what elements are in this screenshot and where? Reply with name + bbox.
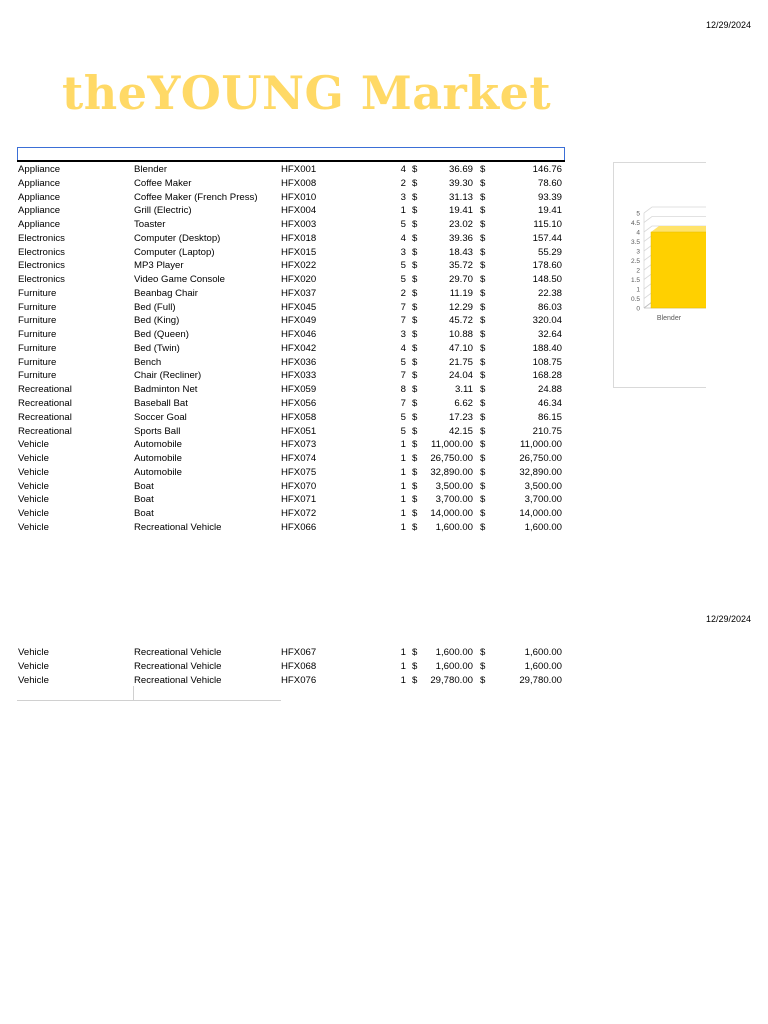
- cell-quantity: 4: [400, 342, 406, 354]
- cell-quantity: 1: [400, 674, 406, 686]
- cell-item: Chair (Recliner): [134, 370, 202, 382]
- cell-item-id: HFX071: [281, 494, 317, 506]
- cell-currency-symbol: $: [480, 647, 486, 658]
- cell-currency-symbol: $: [480, 384, 486, 396]
- cell-unit-price: 18.43: [448, 246, 473, 258]
- cell-item: Bed (Queen): [134, 329, 189, 341]
- cell-currency-symbol: $: [412, 370, 418, 382]
- cell-unit-price: 21.75: [448, 356, 473, 368]
- cell-item-id: HFX075: [281, 466, 317, 478]
- cell-quantity: 4: [400, 232, 406, 244]
- cell-quantity: 3: [400, 329, 406, 341]
- page-title: theYOUNG Market: [62, 66, 552, 120]
- cell-total: 188.40: [532, 342, 562, 354]
- cell-category: Vehicle: [18, 660, 49, 672]
- cell-category: Vehicle: [18, 647, 49, 658]
- cell-quantity: 1: [400, 521, 406, 533]
- y-tick-label: 3.5: [630, 239, 640, 246]
- cell-item-id: HFX020: [281, 274, 317, 286]
- cell-item-id: HFX033: [281, 370, 317, 382]
- cell-item: Computer (Desktop): [134, 232, 221, 244]
- cell-item-id: HFX001: [281, 164, 317, 175]
- cell-unit-price: 1,600.00: [435, 521, 473, 533]
- cell-item-id: HFX073: [281, 439, 317, 451]
- cell-item-id: HFX059: [281, 384, 317, 396]
- cell-currency-symbol: $: [412, 232, 418, 244]
- cell-total: 320.04: [532, 315, 562, 327]
- cell-unit-price: 24.04: [448, 370, 473, 382]
- cell-currency-symbol: $: [480, 274, 486, 286]
- cell-unit-price: 29.70: [448, 274, 473, 286]
- cell-total: 93.39: [537, 191, 562, 203]
- selection-top-edge: [17, 147, 565, 148]
- cell-quantity: 1: [400, 660, 406, 672]
- cell-currency-symbol: $: [480, 191, 486, 203]
- cell-currency-symbol: $: [412, 660, 418, 672]
- cell-quantity: 2: [400, 287, 406, 299]
- cell-unit-price: 42.15: [448, 425, 473, 437]
- cell-quantity: 5: [400, 425, 406, 437]
- cell-category: Recreational: [18, 384, 72, 396]
- cell-category: Furniture: [18, 315, 57, 327]
- cell-item-id: HFX008: [281, 177, 317, 189]
- cell-unit-price: 3,500.00: [435, 480, 473, 492]
- cell-item-id: HFX037: [281, 287, 317, 299]
- cell-unit-price: 29,780.00: [430, 674, 473, 686]
- cell-currency-symbol: $: [412, 647, 418, 658]
- cell-item: Boat: [134, 494, 154, 506]
- cell-quantity: 3: [400, 246, 406, 258]
- cell-currency-symbol: $: [480, 219, 486, 231]
- cell-total: 24.88: [537, 384, 562, 396]
- y-tick-label: 0: [636, 305, 640, 313]
- cell-currency-symbol: $: [412, 246, 418, 258]
- cell-currency-symbol: $: [412, 301, 418, 313]
- y-tick-label: 4.5: [630, 220, 640, 227]
- cell-item: Badminton Net: [134, 384, 198, 396]
- cell-item: Soccer Goal: [134, 411, 187, 423]
- cell-item: Sports Ball: [134, 425, 181, 437]
- cell-item: Coffee Maker: [134, 177, 192, 189]
- cell-category: Electronics: [18, 246, 65, 258]
- cell-currency-symbol: $: [480, 398, 486, 410]
- cell-currency-symbol: $: [480, 315, 486, 327]
- cell-unit-price: 3,700.00: [435, 494, 473, 506]
- cell-currency-symbol: $: [480, 260, 486, 272]
- y-tick-label: 2.5: [630, 258, 640, 265]
- cell-currency-symbol: $: [480, 480, 486, 492]
- cell-currency-symbol: $: [412, 466, 418, 478]
- cell-category: Furniture: [18, 287, 57, 299]
- date-top: 12/29/2024: [705, 20, 751, 30]
- cell-total: 46.34: [537, 398, 562, 410]
- cell-item-id: HFX056: [281, 398, 317, 410]
- cell-item: Boat: [134, 508, 154, 520]
- cell-category: Vehicle: [18, 508, 49, 520]
- cell-total: 1,600.00: [524, 647, 562, 658]
- chart-container[interactable]: [613, 162, 706, 388]
- table-top-border: [17, 160, 565, 162]
- cell-unit-price: 14,000.00: [430, 508, 473, 520]
- cell-currency-symbol: $: [480, 232, 486, 244]
- cell-category: Vehicle: [18, 674, 49, 686]
- cell-quantity: 5: [400, 411, 406, 423]
- cell-item-id: HFX072: [281, 508, 317, 520]
- cell-item: Recreational Vehicle: [134, 674, 222, 686]
- cell-unit-price: 11,000.00: [431, 439, 473, 451]
- cell-item-id: HFX004: [281, 205, 317, 217]
- gridline: [644, 207, 706, 213]
- cell-item-id: HFX045: [281, 301, 317, 313]
- cell-quantity: 4: [400, 164, 406, 175]
- cell-currency-symbol: $: [412, 177, 418, 189]
- cell-item: Toaster: [134, 219, 166, 231]
- cell-currency-symbol: $: [480, 177, 486, 189]
- cell-unit-price: 26,750.00: [430, 453, 473, 465]
- cell-quantity: 7: [400, 315, 406, 327]
- cell-item-id: HFX010: [281, 191, 317, 203]
- cell-item-id: HFX046: [281, 329, 317, 341]
- cell-category: Vehicle: [18, 521, 49, 533]
- cell-quantity: 3: [400, 191, 406, 203]
- cell-item: Coffee Maker (French Press): [134, 191, 258, 203]
- x-category-label: Blender: [656, 315, 682, 322]
- cell-total: 32.64: [537, 329, 562, 341]
- cell-quantity: 1: [400, 205, 406, 217]
- cell-item: Boat: [134, 480, 154, 492]
- cell-total: 1,600.00: [524, 660, 562, 672]
- cell-unit-price: 10.88: [448, 329, 473, 341]
- quantity-chart: [614, 163, 706, 387]
- cell-category: Recreational: [18, 411, 72, 423]
- cell-total: 78.60: [537, 177, 562, 189]
- cell-quantity: 5: [400, 260, 406, 272]
- cell-quantity: 7: [400, 398, 406, 410]
- cell-currency-symbol: $: [480, 164, 486, 175]
- gridline: [644, 217, 706, 223]
- selection-right-edge: [564, 147, 565, 160]
- cell-unit-price: 1,600.00: [435, 660, 473, 672]
- cell-total: 29,780.00: [519, 674, 562, 686]
- cell-item: Bed (King): [134, 315, 180, 327]
- cell-quantity: 7: [400, 370, 406, 382]
- cell-currency-symbol: $: [412, 164, 418, 175]
- cell-total: 178.60: [532, 260, 562, 272]
- cell-total: 55.29: [537, 246, 562, 258]
- cell-item-id: HFX058: [281, 411, 317, 423]
- cell-currency-symbol: $: [480, 425, 486, 437]
- cell-unit-price: 39.36: [448, 232, 473, 244]
- cell-item-id: HFX067: [281, 647, 317, 658]
- cell-currency-symbol: $: [480, 205, 486, 217]
- cell-item-id: HFX074: [281, 453, 317, 465]
- cell-unit-price: 23.02: [448, 219, 473, 231]
- cell-currency-symbol: $: [412, 356, 418, 368]
- cell-currency-symbol: $: [480, 356, 486, 368]
- cell-item-id: HFX015: [281, 246, 317, 258]
- cell-unit-price: 31.13: [448, 191, 473, 203]
- cell-category: Appliance: [18, 205, 61, 217]
- cell-category: Vehicle: [18, 453, 49, 465]
- cell-item: Bed (Full): [134, 301, 176, 313]
- cell-total: 26,750.00: [519, 453, 562, 465]
- cell-currency-symbol: $: [480, 246, 486, 258]
- cell-quantity: 5: [400, 219, 406, 231]
- bar-top: [651, 226, 706, 232]
- cell-unit-price: 3.11: [455, 384, 473, 396]
- cell-item: Beanbag Chair: [134, 287, 199, 299]
- cell-currency-symbol: $: [480, 466, 486, 478]
- cell-item-id: HFX070: [281, 480, 317, 492]
- cell-category: Furniture: [18, 356, 57, 368]
- cell-currency-symbol: $: [412, 274, 418, 286]
- cell-category: Recreational: [18, 425, 72, 437]
- y-tick-label: 0.5: [630, 296, 640, 303]
- cell-item-id: HFX042: [281, 342, 317, 354]
- cell-currency-symbol: $: [412, 315, 418, 327]
- cell-currency-symbol: $: [412, 329, 418, 341]
- cell-unit-price: 12.29: [448, 301, 473, 313]
- cell-quantity: 1: [400, 508, 406, 520]
- cell-item: MP3 Player: [134, 260, 184, 272]
- cell-total: 157.44: [532, 232, 562, 244]
- selection-left-edge: [17, 147, 18, 160]
- bar: [651, 232, 706, 308]
- cell-item-id: HFX003: [281, 219, 317, 231]
- y-tick-label: 2: [636, 267, 640, 275]
- cell-item: Blender: [134, 164, 168, 175]
- cell-item: Grill (Electric): [134, 205, 192, 217]
- cell-quantity: 1: [400, 439, 406, 451]
- y-tick-label: 1: [636, 286, 640, 294]
- cell-currency-symbol: $: [412, 398, 418, 410]
- cell-category: Vehicle: [18, 480, 49, 492]
- cell-item: Recreational Vehicle: [134, 660, 222, 672]
- cell-item-id: HFX036: [281, 356, 317, 368]
- cell-currency-symbol: $: [480, 329, 486, 341]
- cell-currency-symbol: $: [412, 411, 418, 423]
- cell-unit-price: 47.10: [448, 342, 473, 354]
- table-bottom-border: [17, 700, 281, 701]
- cell-currency-symbol: $: [480, 660, 486, 672]
- cell-category: Furniture: [18, 329, 57, 341]
- cell-item-id: HFX066: [281, 521, 317, 533]
- cell-total: 14,000.00: [519, 508, 562, 520]
- cell-currency-symbol: $: [412, 508, 418, 520]
- cell-total: 3,500.00: [524, 480, 562, 492]
- cell-category: Vehicle: [18, 494, 49, 506]
- y-tick-label: 5: [636, 210, 640, 218]
- cell-currency-symbol: $: [412, 521, 418, 533]
- cell-category: Vehicle: [18, 466, 49, 478]
- cell-unit-price: 32,890.00: [430, 466, 473, 478]
- cell-currency-symbol: $: [480, 453, 486, 465]
- cell-total: 3,700.00: [524, 494, 562, 506]
- cell-item: Bed (Twin): [134, 342, 180, 354]
- cell-category: Recreational: [18, 398, 72, 410]
- cell-total: 86.15: [537, 411, 562, 423]
- cell-currency-symbol: $: [412, 453, 418, 465]
- cell-quantity: 5: [400, 356, 406, 368]
- cell-currency-symbol: $: [412, 439, 418, 451]
- cell-item: Baseball Bat: [134, 398, 188, 410]
- cell-currency-symbol: $: [480, 674, 486, 686]
- cell-quantity: 5: [400, 274, 406, 286]
- cell-unit-price: 19.41: [448, 205, 473, 217]
- cell-item: Automobile: [134, 439, 182, 451]
- cell-unit-price: 1,600.00: [435, 647, 473, 658]
- cell-unit-price: 36.69: [448, 164, 473, 175]
- cell-currency-symbol: $: [480, 439, 486, 451]
- cell-unit-price: 35.72: [448, 260, 473, 272]
- cell-item: Automobile: [134, 453, 182, 465]
- cell-item: Computer (Laptop): [134, 246, 215, 258]
- cell-quantity: 1: [400, 647, 406, 658]
- cell-unit-price: 17.23: [448, 411, 473, 423]
- cell-category: Appliance: [18, 177, 61, 189]
- cell-currency-symbol: $: [412, 260, 418, 272]
- cell-item-id: HFX022: [281, 260, 317, 272]
- cell-currency-symbol: $: [412, 205, 418, 217]
- cell-total: 115.10: [533, 219, 562, 231]
- cell-category: Appliance: [18, 219, 61, 231]
- cell-item: Video Game Console: [134, 274, 226, 286]
- cell-unit-price: 6.62: [454, 398, 473, 410]
- cell-currency-symbol: $: [480, 521, 486, 533]
- cell-total: 22.38: [537, 287, 562, 299]
- cell-item-id: HFX076: [281, 674, 317, 686]
- cell-quantity: 1: [400, 453, 406, 465]
- cell-currency-symbol: $: [480, 301, 486, 313]
- cell-item-id: HFX049: [281, 315, 317, 327]
- cell-category: Electronics: [18, 274, 65, 286]
- cell-quantity: 2: [400, 177, 406, 189]
- y-tick-label: 1.5: [630, 277, 640, 284]
- cell-category: Electronics: [18, 260, 65, 272]
- cell-category: Electronics: [18, 232, 65, 244]
- cell-currency-symbol: $: [480, 508, 486, 520]
- cell-total: 108.75: [532, 356, 562, 368]
- cell-currency-symbol: $: [412, 287, 418, 299]
- cell-category: Appliance: [18, 191, 61, 203]
- cell-item-id: HFX051: [281, 425, 317, 437]
- cell-currency-symbol: $: [480, 342, 486, 354]
- cell-total: 19.41: [537, 205, 562, 217]
- cell-unit-price: 11.19: [449, 287, 473, 299]
- cell-item-id: HFX068: [281, 660, 317, 672]
- cell-total: 32,890.00: [519, 466, 562, 478]
- cell-total: 210.75: [532, 425, 562, 437]
- cell-unit-price: 39.30: [448, 177, 473, 189]
- cell-currency-symbol: $: [412, 425, 418, 437]
- cell-currency-symbol: $: [412, 494, 418, 506]
- cell-category: Furniture: [18, 342, 57, 354]
- cell-item-id: HFX018: [281, 232, 317, 244]
- cell-item: Automobile: [134, 466, 182, 478]
- cell-total: 11,000.00: [520, 439, 562, 451]
- cell-category: Furniture: [18, 301, 57, 313]
- cell-currency-symbol: $: [412, 219, 418, 231]
- cell-quantity: 1: [400, 480, 406, 492]
- cell-category: Appliance: [18, 164, 61, 175]
- y-tick-label: 3: [636, 248, 640, 256]
- cell-item: Recreational Vehicle: [134, 647, 222, 658]
- cell-total: 168.28: [532, 370, 562, 382]
- cell-total: 86.03: [537, 301, 562, 313]
- cell-currency-symbol: $: [480, 287, 486, 299]
- y-tick-label: 4: [636, 229, 640, 237]
- cell-currency-symbol: $: [412, 342, 418, 354]
- cell-currency-symbol: $: [412, 384, 418, 396]
- cell-currency-symbol: $: [412, 480, 418, 492]
- cell-currency-symbol: $: [412, 191, 418, 203]
- cell-currency-symbol: $: [412, 674, 418, 686]
- cell-quantity: 1: [400, 494, 406, 506]
- cell-unit-price: 45.72: [448, 315, 473, 327]
- cell-quantity: 8: [400, 384, 406, 396]
- cell-category: Furniture: [18, 370, 57, 382]
- date-mid: 12/29/2024: [705, 614, 751, 624]
- cell-currency-symbol: $: [480, 494, 486, 506]
- cell-currency-symbol: $: [480, 370, 486, 382]
- cell-currency-symbol: $: [480, 411, 486, 423]
- cell-quantity: 1: [400, 466, 406, 478]
- cell-category: Vehicle: [18, 439, 49, 451]
- cell-total: 146.76: [532, 164, 562, 175]
- cell-item: Recreational Vehicle: [134, 521, 222, 533]
- cell-quantity: 7: [400, 301, 406, 313]
- cell-total: 1,600.00: [524, 521, 562, 533]
- table-cell-divider: [133, 686, 134, 701]
- cell-total: 148.50: [532, 274, 562, 286]
- cell-item: Bench: [134, 356, 162, 368]
